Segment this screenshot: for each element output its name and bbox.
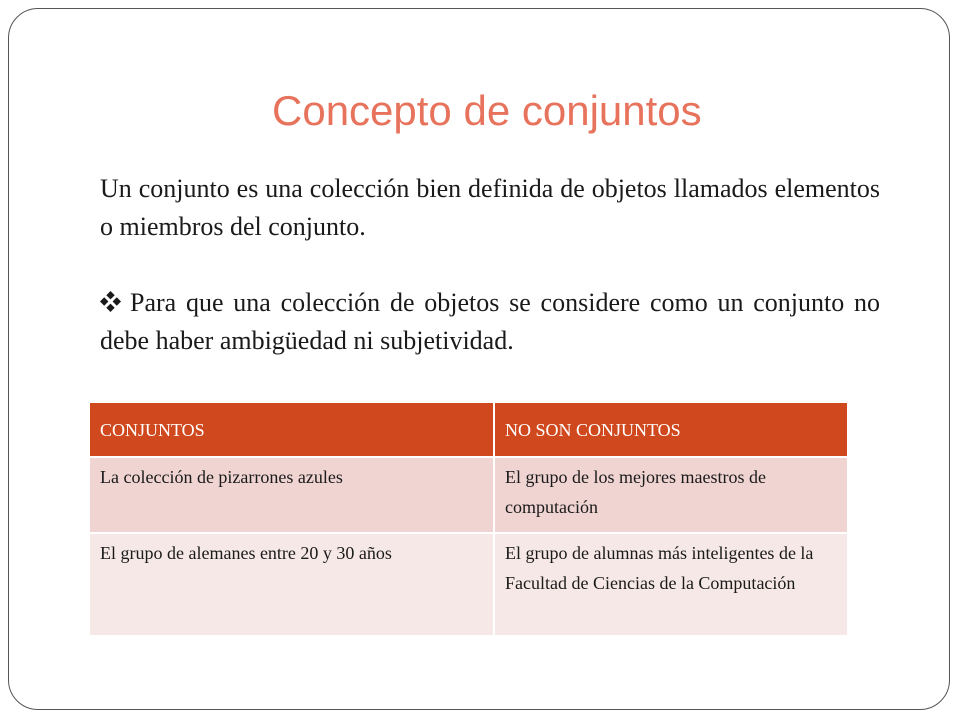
table-cell: El grupo de alemanes entre 20 y 30 años <box>90 533 494 635</box>
bullet-paragraph <box>100 284 880 360</box>
table-row <box>90 533 847 635</box>
sets-comparison-table <box>90 403 847 635</box>
bullet-text: Para que una colección de objetos se considere como un conjunto no debe haber ambigüedad ni subjetividad. <box>100 288 880 355</box>
four-diamond-bullet-icon <box>100 291 121 312</box>
header-conjuntos: CONJUNTOS <box>90 403 494 457</box>
table-cell: La colección de pizarrones azules <box>90 457 494 533</box>
table-row <box>90 457 847 533</box>
header-no-son-conjuntos: NO SON CONJUNTOS <box>494 403 847 457</box>
table-cell: El grupo de los mejores maestros de computación <box>494 457 847 533</box>
slide-title: Concepto de conjuntos <box>272 87 702 134</box>
table-cell: El grupo de alumnas más inteligentes de la Facultad de Ciencias de la Computación <box>494 533 847 635</box>
definition-paragraph: Un conjunto es una colección bien definida de objetos llamados elementos o miembros del conjunto. <box>100 174 880 241</box>
table-header-row <box>90 403 847 457</box>
